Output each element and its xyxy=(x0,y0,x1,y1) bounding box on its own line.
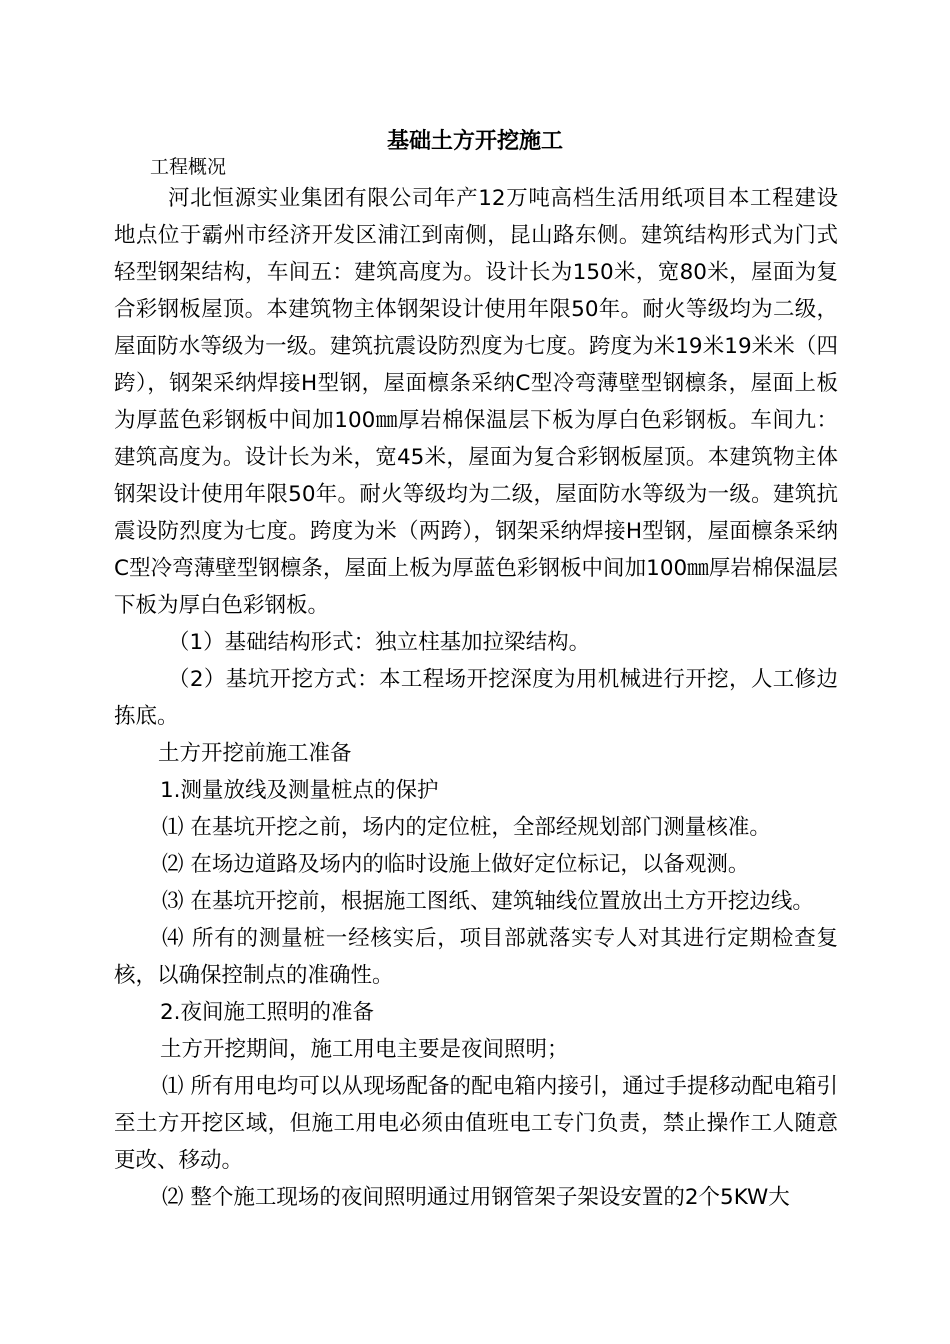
night-lighting-item xyxy=(114,1179,838,1216)
overview-text: 河北恒源实业集团有限公司年产12万吨高档生活用纸项目本工程建设地点位于霸州市经济开发区浦江到南侧，昆山路东侧。建筑结构形式为门式轻型钢架结构，车间五：建筑高度为。设计长为150米，宽80米，屋面为复合彩钢板屋顶。本建筑物主体钢架设计使用年限50年。耐火等级均为二级，屋面防水等级为一级。建筑抗震设防烈度为七度。跨度为米19米19米米（四跨），钢架采纳焊接H型钢，屋面檩条采纳C型冷弯薄壁型钢檩条，屋面上板为厚蓝色彩钢板中间加100㎜厚岩棉保温层下板为厚白色彩钢板。车间九：建筑高度为。设计长为米，宽45米，屋面为复合彩钢板屋顶。本建筑物主体钢架设计使用年限50年。耐火等级均为二级，屋面防水等级为一级。建筑抗震设防烈度为七度。跨度为米（两跨），钢架采纳焊接H型钢，屋面檩条采纳C型冷弯薄壁型钢檩条，屋面上板为厚蓝色彩钢板中间加100㎜厚岩棉保温层下板为厚白色彩钢板。 xyxy=(114,186,838,618)
item-foundation-structure xyxy=(114,624,838,661)
survey-item: ⑴ 在基坑开挖之前，场内的定位桩，全部经规划部门测量核准。 xyxy=(162,815,771,840)
item-excavation-method xyxy=(114,661,838,735)
item-foundation-structure-text: （1）基础结构形式：独立柱基加拉梁结构。 xyxy=(168,630,591,655)
section-heading-prep: 土方开挖前施工准备 xyxy=(158,741,352,766)
night-lighting-item-text: ⑵ 整个施工现场的夜间照明通过用钢管架子架设安置的2个5KW大 xyxy=(162,1185,790,1210)
night-lighting-intro: 土方开挖期间，施工用电主要是夜间照明； xyxy=(160,1037,569,1062)
night-lighting-item xyxy=(114,1068,838,1179)
item-excavation-method-text: （2）基坑开挖方式：本工程场开挖深度为用机械进行开挖，人工修边拣底。 xyxy=(114,667,838,729)
survey-item-text: ⑷ 所有的测量桩一经核实后，项目部就落实专人对其进行定期检查复核，以确保控制点的准确性。 xyxy=(114,926,838,988)
survey-item: ⑶ 在基坑开挖前，根据施工图纸、建筑轴线位置放出土方开挖边线。 xyxy=(162,889,814,914)
section-heading-overview: 工程概况 xyxy=(150,156,227,178)
night-lighting-item-text: ⑴ 所有用电均可以从现场配备的配电箱内接引，通过手提移动配电箱引至土方开挖区域，但施工用电必须由值班电工专门负责，禁止操作工人随意更改、移动。 xyxy=(114,1074,838,1173)
survey-item xyxy=(114,920,838,994)
page-title: 基础土方开挖施工 xyxy=(386,129,563,154)
subheading-survey: 1.测量放线及测量桩点的保护 xyxy=(160,778,439,803)
subheading-night-lighting: 2.夜间施工照明的准备 xyxy=(160,1000,375,1025)
survey-item: ⑵ 在场边道路及场内的临时设施上做好定位标记，以备观测。 xyxy=(162,852,750,877)
overview-paragraph xyxy=(114,180,838,624)
